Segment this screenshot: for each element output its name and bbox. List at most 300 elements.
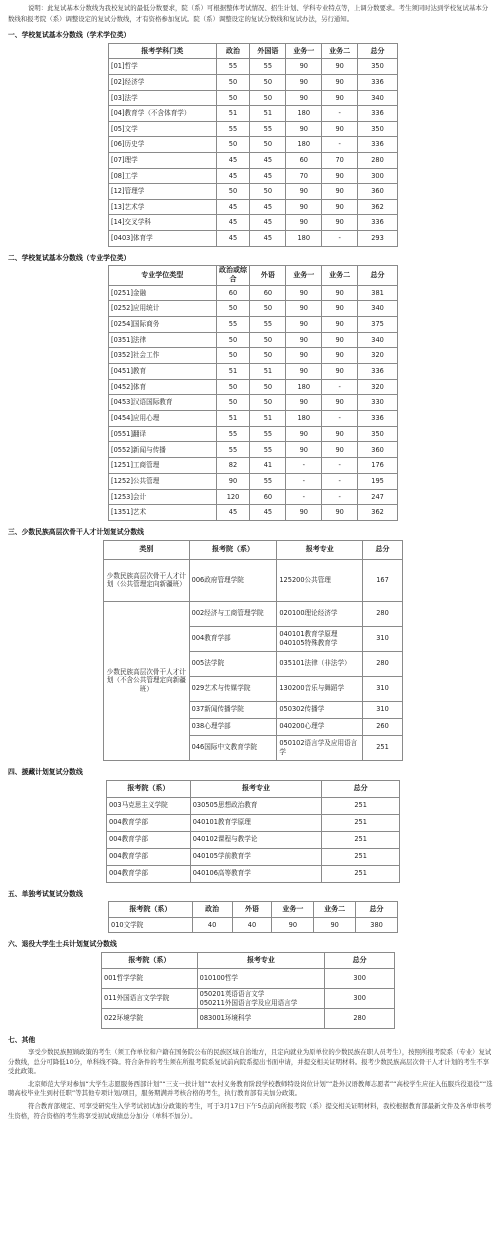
section6-title: 六、退役大学生士兵计划复试分数线 [8,940,117,949]
school-cell: 006政府管理学院 [189,559,277,601]
academic-degree-table [108,43,398,247]
major-cell: 125200公共管理 [277,559,363,601]
table-cell: 350 [358,121,398,137]
table-cell: 50 [250,90,286,106]
table-cell: 55 [216,426,250,442]
table-cell: 40 [232,917,272,933]
category-cell: 少数民族高层次骨干人才计划（公共管理定向新疆班） [104,559,190,601]
table-row [109,168,398,184]
table-row [109,332,398,348]
table-cell: [0552]新闻与传播 [109,442,217,458]
table-cell: 180 [286,230,322,246]
table-row [109,442,398,458]
table-row [109,458,398,474]
table-cell: 004教育学部 [107,865,191,882]
col-header: 业务二 [322,266,358,285]
table-header-row [109,43,398,59]
table-cell: 90 [322,75,358,91]
table-cell: 003马克思主义学院 [107,797,191,814]
table-cell: 50 [250,395,286,411]
table-cell: 50 [250,184,286,200]
table-cell: 251 [322,814,400,831]
table-cell: 010文学院 [109,917,193,933]
table-cell: 293 [358,230,398,246]
table-cell: [07]理学 [109,152,217,168]
major-cell: 050102语言学及应用语言学 [277,735,363,760]
table-cell: 180 [286,411,322,427]
table-cell: 90 [286,121,322,137]
table-cell: 50 [216,332,250,348]
table-cell: 336 [358,137,398,153]
col-header: 总分 [356,902,398,918]
table-cell: 336 [358,75,398,91]
table-cell: 004教育学部 [107,831,191,848]
table-row [102,1009,395,1029]
school-cell: 002经济与工商管理学院 [189,601,277,626]
professional-degree-table [108,265,398,521]
table-cell: 030505思想政治教育 [190,797,322,814]
table-cell: 50 [250,137,286,153]
category-cell: 少数民族高层次骨干人才计划（不含公共管理定向新疆班） [104,601,190,760]
table-cell: [0251]金融 [109,285,217,301]
table-cell: 001哲学学院 [102,969,198,989]
section5-title: 五、单独考试复试分数线 [8,889,83,898]
other-paragraph: 北京师范大学对参加“大学生志愿服务西部计划”“三支一扶计划”“农村义务教育阶段学校教师特设岗位计划”“赴外汉语教师志愿者”“高校学生应征入伍服兵役退役”“选聘高校毕业生到村任职”等其他专项计划/项目，服务期满并考核合格的考生，执行教育部有关加分政策。 [8,1079,493,1098]
col-header: 报考院（系） [189,540,277,559]
col-header: 政治 [216,43,250,59]
table-cell: 50 [250,348,286,364]
table-cell: [0351]法律 [109,332,217,348]
table-row [109,199,398,215]
table-cell: - [322,137,358,153]
table-cell: 336 [358,106,398,122]
table-cell: 55 [216,59,250,75]
table-cell: 41 [250,458,286,474]
table-cell: 50 [216,395,250,411]
section2-title: 二、学校复试基本分数线（专业学位类） [8,253,131,262]
table-cell: 45 [216,168,250,184]
table-cell: 51 [216,364,250,380]
table-row [109,426,398,442]
table-cell: 45 [250,230,286,246]
table-cell: 90 [322,285,358,301]
table-cell: 251 [322,865,400,882]
table-cell: 90 [322,301,358,317]
table-cell: 45 [216,199,250,215]
col-header: 总分 [358,43,398,59]
table-header-row [109,266,398,285]
table-cell: 004教育学部 [107,814,191,831]
table-cell: - [286,458,322,474]
table-cell: 90 [286,301,322,317]
col-header: 业务一 [272,902,314,918]
score-cell: 310 [363,701,403,718]
table-cell: [0453]汉语国际教育 [109,395,217,411]
table-row [109,137,398,153]
table-cell: 300 [325,969,395,989]
table-cell: 180 [286,106,322,122]
table-row [109,917,398,933]
table-cell: [0254]国际商务 [109,316,217,332]
table-cell: 90 [322,364,358,380]
table-cell: 50 [216,379,250,395]
table-cell: 90 [322,90,358,106]
table-cell: 300 [358,168,398,184]
col-header: 总分 [358,266,398,285]
separate-exam-table [108,901,398,933]
table-cell: 50 [216,184,250,200]
school-cell: 005法学院 [189,651,277,676]
table-cell: 90 [286,75,322,91]
table-cell: 050201英语语言文学 050211外国语言学及应用语言学 [197,989,325,1009]
col-header: 总分 [363,540,403,559]
table-row [109,395,398,411]
table-cell: 180 [286,137,322,153]
table-header-row [109,902,398,918]
col-header: 业务二 [322,43,358,59]
table-cell: 90 [322,395,358,411]
table-cell: 90 [216,473,250,489]
table-cell: - [322,379,358,395]
table-cell: 50 [216,75,250,91]
table-cell: 90 [286,395,322,411]
table-row [107,831,400,848]
school-cell: 046国际中文教育学院 [189,735,277,760]
table-cell: 010100哲学 [197,969,325,989]
table-cell: 380 [356,917,398,933]
col-header: 政治或综合 [216,266,250,285]
major-cell: 050302传播学 [277,701,363,718]
table-cell: 50 [216,348,250,364]
table-cell: 360 [358,184,398,200]
table-row [109,121,398,137]
table-row [104,601,403,626]
other-paragraph: 符合教育部规定、可享受研究生入学考试初试加分政策的考生，可于3月17日下午5点前向所报考院（系）提交相关证明材料，我校根据教育部最新文件及各单审核考生资格，符合资格的考生将享受初试成绩总分加分（单科不加分）。 [8,1101,492,1120]
score-cell: 167 [363,559,403,601]
table-cell: 82 [216,458,250,474]
table-cell: 45 [216,215,250,231]
table-cell: 60 [250,489,286,505]
table-cell: 336 [358,364,398,380]
col-header: 报考专业 [197,953,325,969]
table-cell: [0451]教育 [109,364,217,380]
table-cell: 180 [286,379,322,395]
table-row [109,348,398,364]
table-cell: 90 [322,59,358,75]
table-cell: 90 [314,917,356,933]
table-cell: 90 [286,59,322,75]
table-cell: 55 [250,473,286,489]
table-cell: 320 [358,348,398,364]
table-cell: 50 [250,379,286,395]
col-header: 政治 [192,902,232,918]
table-cell: 90 [322,442,358,458]
table-row [109,106,398,122]
table-cell: 40 [192,917,232,933]
table-cell: 45 [216,505,250,521]
table-cell: - [322,473,358,489]
table-cell: 195 [358,473,398,489]
table-cell: 45 [250,505,286,521]
table-cell: 51 [250,364,286,380]
table-cell: 280 [325,1009,395,1029]
col-header: 报考院（系） [107,780,191,797]
table-cell: 50 [250,332,286,348]
table-cell: 55 [216,316,250,332]
col-header: 报考专业 [277,540,363,559]
table-row [109,379,398,395]
table-cell: 90 [322,168,358,184]
table-cell: [1253]会计 [109,489,217,505]
table-row [109,230,398,246]
table-cell: 45 [250,168,286,184]
table-row [109,301,398,317]
table-cell: [01]哲学 [109,59,217,75]
section7-title: 七、其他 [8,1036,36,1045]
table-cell: 51 [250,411,286,427]
table-cell: 90 [286,505,322,521]
table-cell: - [322,458,358,474]
col-header: 报考院（系） [102,953,198,969]
table-cell: 90 [322,505,358,521]
table-cell: [1251]工商管理 [109,458,217,474]
table-cell: 90 [286,442,322,458]
col-header: 外国语 [250,43,286,59]
table-cell: 55 [250,316,286,332]
score-cell: 280 [363,651,403,676]
table-cell: 381 [358,285,398,301]
table-cell: [0454]应用心理 [109,411,217,427]
score-cell: 251 [363,735,403,760]
table-cell: 55 [250,442,286,458]
table-row [109,316,398,332]
table-cell: - [286,473,322,489]
table-cell: 90 [286,426,322,442]
table-cell: 90 [286,316,322,332]
col-header: 业务一 [286,266,322,285]
section1-title: 一、学校复试基本分数线（学术学位类） [8,31,131,39]
major-cell: 040200心理学 [277,718,363,735]
table-cell: 350 [358,59,398,75]
score-cell: 260 [363,718,403,735]
table-row [107,814,400,831]
col-header: 专业学位类型 [109,266,217,285]
col-header: 总分 [322,780,400,797]
table-cell: 320 [358,379,398,395]
table-cell: 90 [322,332,358,348]
table-cell: - [322,106,358,122]
table-row [102,969,395,989]
table-cell: 50 [216,90,250,106]
col-header: 报考学科门类 [109,43,217,59]
table-row [109,364,398,380]
intro-note: 说明：此复试基本分数线为我校复试的最低分数要求，院（系）可根据整体考试情况、招生计划、学科专业特点等，上调分数要求。考生须同时达到学校复试基本分数线和报考院（系）调整设定的复试分数线，才有资格参加复试。院（系）调整设定的复试分数线和复试办法，另行通知。 [8,4,489,23]
table-cell: [03]法学 [109,90,217,106]
minority-talent-table [103,540,403,761]
table-cell: 300 [325,989,395,1009]
table-cell: 90 [286,348,322,364]
table-cell: 70 [322,152,358,168]
table-cell: 90 [286,332,322,348]
score-cell: 310 [363,676,403,701]
table-cell: 90 [322,184,358,200]
table-cell: 360 [358,442,398,458]
table-cell: [1351]艺术 [109,505,217,521]
col-header: 类别 [104,540,190,559]
table-row [109,90,398,106]
table-cell: 60 [216,285,250,301]
table-cell: 45 [250,215,286,231]
table-cell: 247 [358,489,398,505]
major-cell: 130200音乐与舞蹈学 [277,676,363,701]
school-cell: 037新闻传播学院 [189,701,277,718]
table-cell: 55 [250,121,286,137]
table-cell: 004教育学部 [107,848,191,865]
table-cell: - [322,489,358,505]
table-cell: 375 [358,316,398,332]
tibet-aid-table [106,780,400,883]
table-row [109,285,398,301]
table-cell: 90 [286,364,322,380]
table-cell: [08]工学 [109,168,217,184]
table-cell: [12]管理学 [109,184,217,200]
table-cell: 90 [272,917,314,933]
table-cell: 45 [216,152,250,168]
table-cell: [04]教育学（不含体育学） [109,106,217,122]
major-cell: 035101法律（非法学） [277,651,363,676]
table-header-row [104,540,403,559]
table-row [109,184,398,200]
table-cell: 90 [322,121,358,137]
score-cell: 280 [363,601,403,626]
table-cell: [0403]体育学 [109,230,217,246]
school-cell: 004教育学部 [189,626,277,651]
major-cell: 040101教育学原理 040105特殊教育学 [277,626,363,651]
table-cell: 50 [250,301,286,317]
table-cell: 45 [250,199,286,215]
table-cell: 90 [322,215,358,231]
table-cell: 45 [250,152,286,168]
table-row [109,473,398,489]
table-cell: 350 [358,426,398,442]
school-cell: 029艺术与传媒学院 [189,676,277,701]
table-cell: [0252]应用统计 [109,301,217,317]
major-cell: 020100理论经济学 [277,601,363,626]
table-cell: 70 [286,168,322,184]
col-header: 外语 [250,266,286,285]
table-cell: [1252]公共管理 [109,473,217,489]
table-row [109,152,398,168]
table-cell: [0352]社会工作 [109,348,217,364]
table-cell: 50 [216,137,250,153]
table-cell: [0551]翻译 [109,426,217,442]
table-cell: 90 [286,199,322,215]
table-cell: 330 [358,395,398,411]
table-cell: 51 [216,106,250,122]
table-row [107,848,400,865]
table-cell: - [322,411,358,427]
table-cell: 280 [358,152,398,168]
col-header: 业务二 [314,902,356,918]
table-cell: 340 [358,332,398,348]
table-cell: 90 [322,348,358,364]
table-cell: 340 [358,90,398,106]
table-cell: 51 [250,106,286,122]
table-cell: 083001环境科学 [197,1009,325,1029]
table-cell: 90 [286,184,322,200]
table-cell: 51 [216,411,250,427]
table-header-row [107,780,400,797]
table-cell: 90 [286,90,322,106]
table-cell: 90 [322,199,358,215]
table-cell: 55 [250,426,286,442]
section3-title: 三、少数民族高层次骨干人才计划复试分数线 [8,527,144,536]
section4-title: 四、援藏计划复试分数线 [8,767,83,776]
table-cell: 251 [322,797,400,814]
table-cell: 040101教育学原理 [190,814,322,831]
other-paragraph: 享受少数民族照顾政策的考生（须工作单位和户籍在国务院公布的民族区域自治地方，且定向就业为原单位的少数民族在职人员考生），按照所报考院系（专业）复试分数线，总分可降低10分，单科线不降。符合条件的考生须在所报考院系复试前向院系提出书面申请，并提交相关证明材料。报考少数民族高层次骨干人才计划的考生不享受此政策。 [8,1048,492,1076]
veteran-soldier-table [101,952,395,1029]
table-row [109,215,398,231]
table-cell: 55 [216,442,250,458]
school-cell: 038心理学部 [189,718,277,735]
table-cell: 022环境学院 [102,1009,198,1029]
table-cell: 040102课程与教学论 [190,831,322,848]
col-header: 报考院（系） [109,902,193,918]
table-row [109,505,398,521]
table-cell: [13]艺术学 [109,199,217,215]
table-cell: 50 [250,75,286,91]
table-cell: 011外国语言文学学院 [102,989,198,1009]
table-cell: 55 [216,121,250,137]
table-cell: [05]文学 [109,121,217,137]
col-header: 外语 [232,902,272,918]
table-cell: [06]历史学 [109,137,217,153]
table-row [107,797,400,814]
table-cell: - [322,230,358,246]
table-cell: 362 [358,199,398,215]
col-header: 业务一 [286,43,322,59]
table-cell: 040106高等教育学 [190,865,322,882]
table-cell: 90 [322,426,358,442]
table-cell: - [286,489,322,505]
table-row [109,489,398,505]
table-row [104,559,403,601]
table-cell: 176 [358,458,398,474]
table-header-row [102,953,395,969]
table-cell: 362 [358,505,398,521]
col-header: 总分 [325,953,395,969]
table-cell: 040105学前教育学 [190,848,322,865]
table-cell: [0452]体育 [109,379,217,395]
table-cell: 251 [322,831,400,848]
table-row [102,989,395,1009]
table-cell: 120 [216,489,250,505]
table-cell: 55 [250,59,286,75]
table-cell: 90 [322,316,358,332]
table-cell: [02]经济学 [109,75,217,91]
table-cell: 90 [286,285,322,301]
table-row [109,75,398,91]
table-cell: 336 [358,411,398,427]
table-row [109,411,398,427]
table-cell: 336 [358,215,398,231]
score-cell: 310 [363,626,403,651]
table-cell: 251 [322,848,400,865]
table-cell: 50 [216,301,250,317]
table-row [107,865,400,882]
col-header: 报考专业 [190,780,322,797]
